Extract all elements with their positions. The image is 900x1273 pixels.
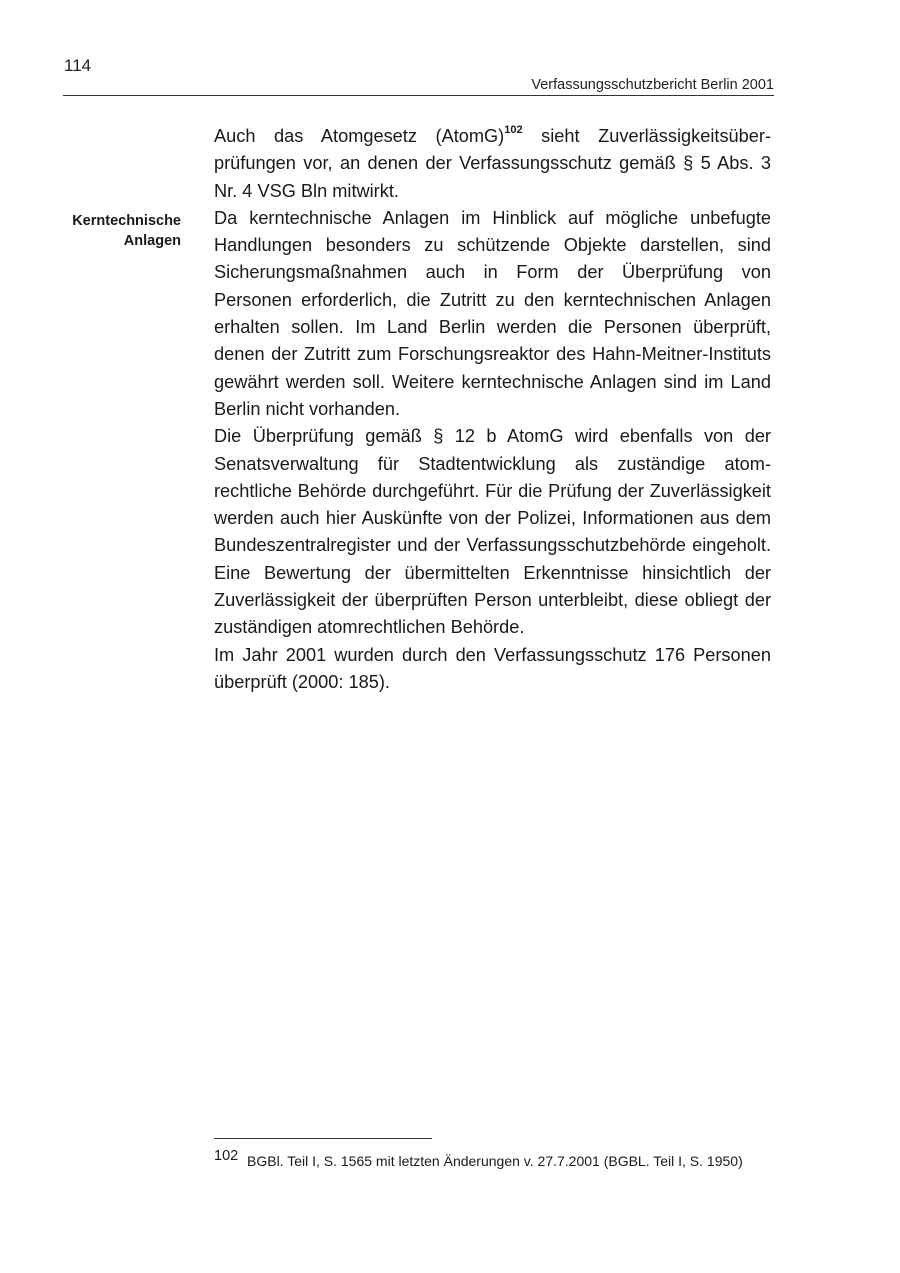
footnote-reference[interactable]: 102 xyxy=(504,124,523,136)
paragraph-1-text-end: sieht Zuverlässigkeitsüberprüfungen vor, an denen der Verfassungsschutz gemäß § 5 Abs. 3 Nr. 4 VSG Bln mitwirkt. xyxy=(214,126,771,201)
margin-note xyxy=(21,211,181,251)
paragraph-1 xyxy=(214,123,771,205)
paragraph-1-text-start: Auch das Atomgesetz (AtomG) xyxy=(214,126,505,146)
paragraph-2: Da kerntechnische Anlagen im Hinblick auf mögliche unbefugte Handlungen besonders zu schützende Objekte darstellen, sind Sicherungsmaßnahmen auch in Form der Überprüfung von Personen erforderlich, die Zutritt zu den kerntechnischen Anlagen erhalten sollen. Im Land Berlin werden die Personen überprüft, denen der Zutritt zum Forschungsreaktor des Hahn-Meitner-Instituts gewährt werden soll. Weitere kerntechnische Anlagen sind im Land Berlin nicht vorhanden. xyxy=(214,207,771,419)
footnote-number: 102 xyxy=(214,1148,239,1164)
paragraph-3: Die Überprüfung gemäß § 12 b AtomG wird ebenfalls von der Senatsverwaltung für Stadtentwicklung als zuständige atomrechtliche Behörde durchgeführt. Für die Prüfung der Zuverlässigkeit werden auch hier Auskünfte von der Polizei, Informationen aus dem Bundeszentralregister und der Verfassungsschutzbehörde eingeholt. Eine Bewertung der übermittelten Erkenntnisse hinsichtlich der Zuverlässigkeit der überprüften Person unterbleibt, diese obliegt der zuständigen atomrechtlichen Behörde. xyxy=(214,426,771,638)
header-rule xyxy=(63,95,774,96)
margin-note-line-1: Kerntechnische xyxy=(72,213,181,229)
margin-note-line-2: Anlagen xyxy=(123,233,181,249)
footnote-text: BGBl. Teil I, S. 1565 mit letzten Änderungen v. 27.7.2001 (BGBL. Teil I, S. 1950) xyxy=(247,1153,743,1169)
paragraph-4: Im Jahr 2001 wurden durch den Verfassungsschutz 176 Personen überprüft (2000: 185). xyxy=(214,644,771,692)
page-number: 114 xyxy=(64,56,92,75)
footnote xyxy=(214,1147,771,1170)
footnote-rule xyxy=(214,1138,432,1139)
body-text xyxy=(214,123,771,696)
running-header-title: Verfassungsschutzbericht Berlin 2001 xyxy=(531,77,774,93)
